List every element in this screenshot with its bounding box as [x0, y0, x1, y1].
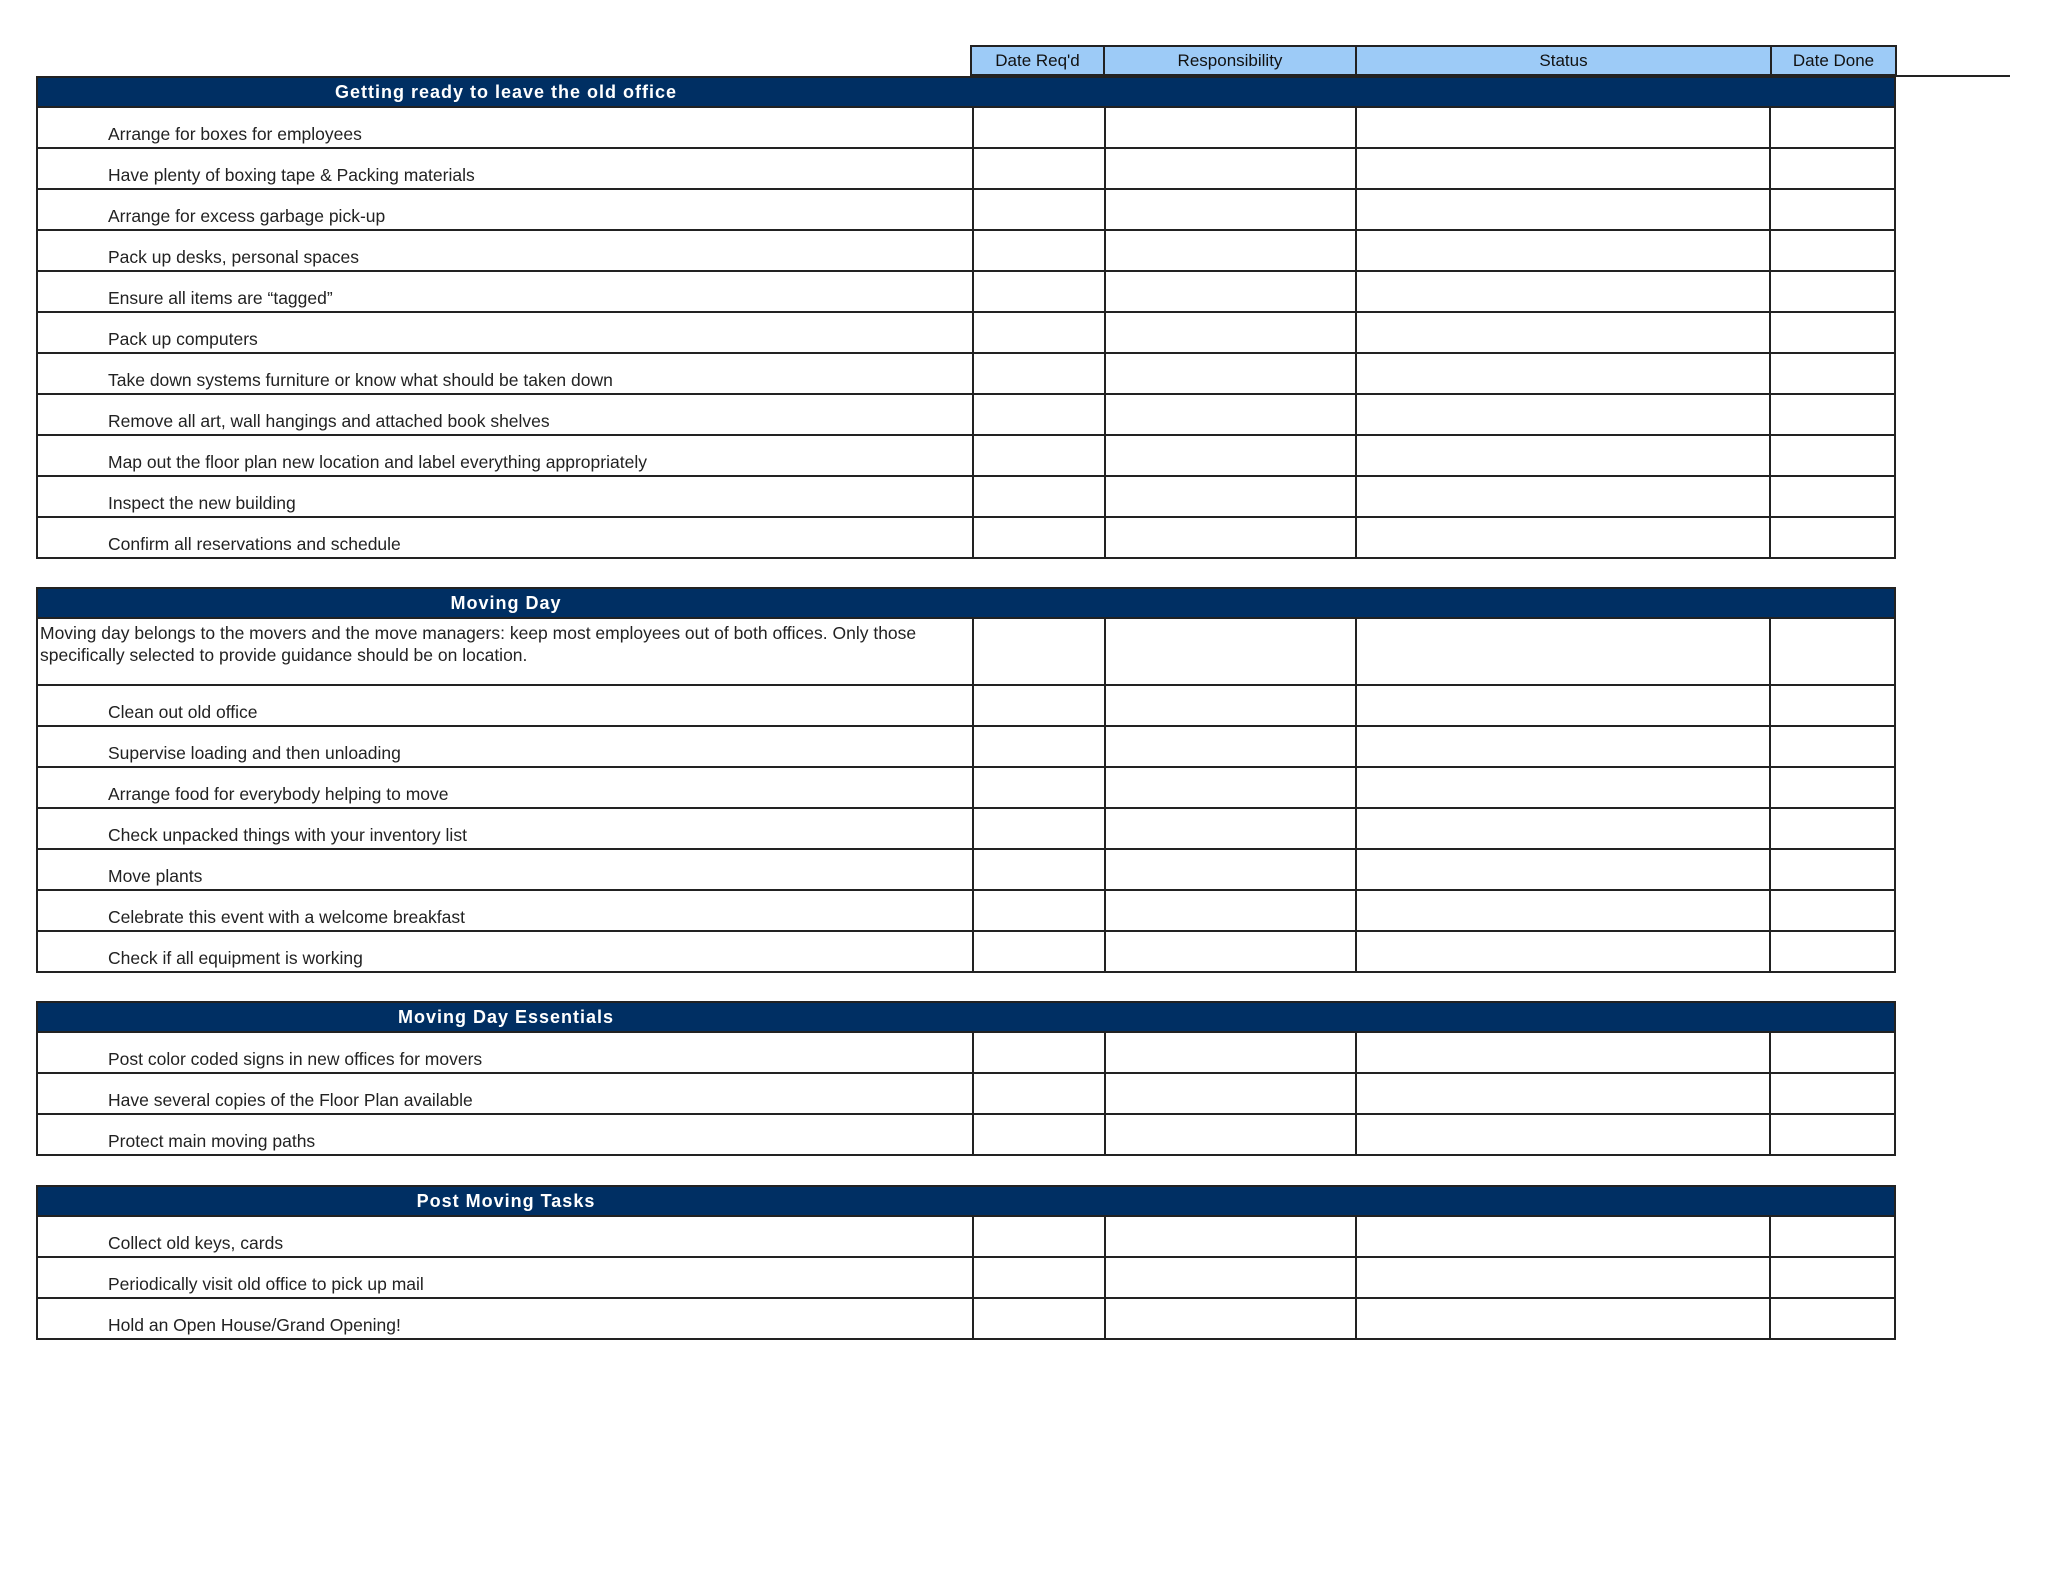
section-moving-day-essentials: [36, 1001, 1896, 1156]
responsibility-cell[interactable]: [1106, 619, 1357, 684]
task-label: Pack up computers: [108, 329, 258, 349]
status-cell[interactable]: [1357, 149, 1771, 188]
date-reqd-cell[interactable]: [974, 727, 1106, 766]
date-done-cell[interactable]: [1771, 477, 1894, 516]
date-done-cell[interactable]: [1771, 436, 1894, 475]
table-row: [36, 686, 1896, 727]
task-cell: [38, 354, 974, 393]
date-done-cell[interactable]: [1771, 850, 1894, 889]
table-row: [36, 727, 1896, 768]
table-row: [36, 149, 1896, 190]
table-row: [36, 477, 1896, 518]
date-reqd-cell[interactable]: [974, 1217, 1106, 1256]
section-banner: [36, 1185, 1896, 1217]
date-done-cell[interactable]: [1771, 619, 1894, 684]
task-label: Confirm all reservations and schedule: [108, 534, 401, 554]
responsibility-cell[interactable]: [1106, 272, 1357, 311]
responsibility-cell[interactable]: [1106, 932, 1357, 971]
date-reqd-cell[interactable]: [974, 1299, 1106, 1338]
task-cell: [38, 932, 974, 971]
date-reqd-cell[interactable]: [974, 108, 1106, 147]
date-done-cell[interactable]: [1771, 1033, 1894, 1072]
date-reqd-cell[interactable]: [974, 1033, 1106, 1072]
table-row: [36, 190, 1896, 231]
status-cell[interactable]: [1357, 891, 1771, 930]
date-done-cell[interactable]: [1771, 1217, 1894, 1256]
responsibility-cell[interactable]: [1106, 395, 1357, 434]
table-row: [36, 1033, 1896, 1074]
date-reqd-cell[interactable]: [974, 313, 1106, 352]
responsibility-cell[interactable]: [1106, 1299, 1357, 1338]
date-done-cell[interactable]: [1771, 1115, 1894, 1154]
task-label: Move plants: [108, 866, 203, 886]
responsibility-cell[interactable]: [1106, 108, 1357, 147]
date-reqd-cell[interactable]: [974, 190, 1106, 229]
task-label: Map out the floor plan new location and label everything appropriately: [108, 452, 647, 472]
task-label: Collect old keys, cards: [108, 1233, 284, 1253]
status-cell[interactable]: [1357, 686, 1771, 725]
task-cell: [38, 809, 974, 848]
responsibility-cell[interactable]: [1106, 1033, 1357, 1072]
date-done-cell[interactable]: [1771, 354, 1894, 393]
status-cell[interactable]: [1357, 1217, 1771, 1256]
task-label: Clean out old office: [108, 702, 258, 722]
section-moving-day: [36, 587, 1896, 973]
table-row: [36, 1217, 1896, 1258]
responsibility-cell[interactable]: [1106, 809, 1357, 848]
task-label: Arrange for excess garbage pick-up: [108, 206, 386, 226]
table-row: [36, 891, 1896, 932]
date-done-cell[interactable]: [1771, 395, 1894, 434]
section-title: Getting ready to leave the old office: [334, 81, 678, 102]
column-header-status: Status: [1355, 45, 1772, 76]
task-label: Post color coded signs in new offices for movers: [108, 1049, 483, 1069]
task-cell: [38, 436, 974, 475]
table-row: [36, 1258, 1896, 1299]
section-title: Moving Day Essentials: [397, 1006, 615, 1027]
section-post-moving-tasks: [36, 1185, 1896, 1340]
date-done-cell[interactable]: [1771, 891, 1894, 930]
section-banner: [36, 1001, 1896, 1033]
date-done-cell[interactable]: [1771, 1074, 1894, 1113]
status-cell[interactable]: [1357, 354, 1771, 393]
date-done-cell[interactable]: [1771, 768, 1894, 807]
date-reqd-cell[interactable]: [974, 932, 1106, 971]
responsibility-cell[interactable]: [1106, 768, 1357, 807]
table-row: [36, 1074, 1896, 1115]
status-cell[interactable]: [1357, 932, 1771, 971]
date-reqd-cell[interactable]: [974, 1115, 1106, 1154]
task-cell: [38, 891, 974, 930]
task-cell: [38, 1258, 974, 1297]
table-row: [36, 1115, 1896, 1156]
task-cell: [38, 313, 974, 352]
task-label: Have several copies of the Floor Plan available: [108, 1090, 473, 1110]
task-label: Protect main moving paths: [108, 1131, 316, 1151]
section-getting-ready: [36, 76, 1896, 559]
date-reqd-cell[interactable]: [974, 231, 1106, 270]
responsibility-cell[interactable]: [1106, 149, 1357, 188]
task-label: Arrange for boxes for employees: [108, 124, 362, 144]
date-reqd-cell[interactable]: [974, 809, 1106, 848]
date-done-cell[interactable]: [1771, 313, 1894, 352]
responsibility-cell[interactable]: [1106, 477, 1357, 516]
table-row: [36, 395, 1896, 436]
status-cell[interactable]: [1357, 272, 1771, 311]
task-cell: [38, 108, 974, 147]
table-row: [36, 619, 1896, 686]
section-title: Post Moving Tasks: [416, 1190, 596, 1211]
table-row: [36, 932, 1896, 973]
date-reqd-cell[interactable]: [974, 477, 1106, 516]
table-row: [36, 272, 1896, 313]
section-banner: [36, 76, 1896, 108]
task-cell: [38, 850, 974, 889]
status-cell[interactable]: [1357, 518, 1771, 557]
status-cell[interactable]: [1357, 1258, 1771, 1297]
responsibility-cell[interactable]: [1106, 1074, 1357, 1113]
date-done-cell[interactable]: [1771, 108, 1894, 147]
date-done-cell[interactable]: [1771, 272, 1894, 311]
task-label: Arrange food for everybody helping to move: [108, 784, 449, 804]
responsibility-cell[interactable]: [1106, 231, 1357, 270]
responsibility-cell[interactable]: [1106, 727, 1357, 766]
responsibility-cell[interactable]: [1106, 1115, 1357, 1154]
responsibility-cell[interactable]: [1106, 354, 1357, 393]
table-row: [36, 108, 1896, 149]
column-header-date-reqd: Date Req'd: [970, 45, 1105, 76]
responsibility-cell[interactable]: [1106, 891, 1357, 930]
task-label: Check unpacked things with your inventory list: [108, 825, 467, 845]
date-reqd-cell[interactable]: [974, 686, 1106, 725]
status-cell[interactable]: [1357, 1074, 1771, 1113]
date-done-cell[interactable]: [1771, 1258, 1894, 1297]
task-label: Check if all equipment is working: [108, 948, 363, 968]
responsibility-cell[interactable]: [1106, 190, 1357, 229]
date-reqd-cell[interactable]: [974, 850, 1106, 889]
status-cell[interactable]: [1357, 108, 1771, 147]
responsibility-cell[interactable]: [1106, 1258, 1357, 1297]
status-cell[interactable]: [1357, 313, 1771, 352]
date-reqd-cell[interactable]: [974, 768, 1106, 807]
task-label: Hold an Open House/Grand Opening!: [108, 1315, 401, 1335]
date-done-cell[interactable]: [1771, 1299, 1894, 1338]
task-label: Have plenty of boxing tape & Packing materials: [108, 165, 475, 185]
table-row: [36, 313, 1896, 354]
header-rule: [1895, 75, 2010, 77]
task-cell: [38, 190, 974, 229]
date-done-cell[interactable]: [1771, 932, 1894, 971]
date-done-cell[interactable]: [1771, 190, 1894, 229]
task-cell: [38, 1074, 974, 1113]
task-label: Periodically visit old office to pick up mail: [108, 1274, 424, 1294]
table-row: [36, 850, 1896, 891]
table-row: [36, 231, 1896, 272]
task-label: Take down systems furniture or know what should be taken down: [108, 370, 613, 390]
column-header-responsibility: Responsibility: [1103, 45, 1357, 76]
date-reqd-cell[interactable]: [974, 354, 1106, 393]
table-row: [36, 1299, 1896, 1340]
status-cell[interactable]: [1357, 1033, 1771, 1072]
responsibility-cell[interactable]: [1106, 518, 1357, 557]
date-reqd-cell[interactable]: [974, 436, 1106, 475]
date-reqd-cell[interactable]: [974, 1258, 1106, 1297]
task-cell: [38, 1115, 974, 1154]
task-cell: [38, 1217, 974, 1256]
status-cell[interactable]: [1357, 436, 1771, 475]
section-banner: [36, 587, 1896, 619]
task-label: Supervise loading and then unloading: [108, 743, 401, 763]
status-cell[interactable]: [1357, 231, 1771, 270]
date-reqd-cell[interactable]: [974, 395, 1106, 434]
table-row: [36, 768, 1896, 809]
task-label: Pack up desks, personal spaces: [108, 247, 359, 267]
table-row: [36, 354, 1896, 395]
task-label: Ensure all items are “tagged”: [108, 288, 333, 308]
date-done-cell[interactable]: [1771, 809, 1894, 848]
column-header-date-done: Date Done: [1770, 45, 1897, 76]
date-done-cell[interactable]: [1771, 686, 1894, 725]
section-title: Moving Day: [450, 592, 562, 613]
task-cell: [38, 477, 974, 516]
table-row: [36, 436, 1896, 477]
responsibility-cell[interactable]: [1106, 686, 1357, 725]
task-cell: [38, 768, 974, 807]
status-cell[interactable]: [1357, 768, 1771, 807]
status-cell[interactable]: [1357, 619, 1771, 684]
note-cell: [38, 619, 974, 684]
task-cell: [38, 231, 974, 270]
date-done-cell[interactable]: [1771, 231, 1894, 270]
status-cell[interactable]: [1357, 727, 1771, 766]
task-cell: [38, 686, 974, 725]
status-cell[interactable]: [1357, 1299, 1771, 1338]
status-cell[interactable]: [1357, 395, 1771, 434]
responsibility-cell[interactable]: [1106, 313, 1357, 352]
task-cell: [38, 1299, 974, 1338]
responsibility-cell[interactable]: [1106, 1217, 1357, 1256]
task-cell: [38, 272, 974, 311]
date-reqd-cell[interactable]: [974, 891, 1106, 930]
date-reqd-cell[interactable]: [974, 1074, 1106, 1113]
task-cell: [38, 1033, 974, 1072]
table-row: [36, 809, 1896, 850]
date-reqd-cell[interactable]: [974, 272, 1106, 311]
date-reqd-cell[interactable]: [974, 619, 1106, 684]
date-reqd-cell[interactable]: [974, 518, 1106, 557]
status-cell[interactable]: [1357, 477, 1771, 516]
date-done-cell[interactable]: [1771, 149, 1894, 188]
task-label: Inspect the new building: [108, 493, 296, 513]
responsibility-cell[interactable]: [1106, 850, 1357, 889]
status-cell[interactable]: [1357, 850, 1771, 889]
section-note: Moving day belongs to the movers and the move managers: keep most employees out of both offices. Only those specifically selected to provide guidance should be on location.: [40, 623, 917, 665]
date-done-cell[interactable]: [1771, 727, 1894, 766]
task-cell: [38, 395, 974, 434]
task-label: Celebrate this event with a welcome breakfast: [108, 907, 465, 927]
responsibility-cell[interactable]: [1106, 436, 1357, 475]
status-cell[interactable]: [1357, 190, 1771, 229]
status-cell[interactable]: [1357, 1115, 1771, 1154]
task-cell: [38, 518, 974, 557]
date-done-cell[interactable]: [1771, 518, 1894, 557]
task-cell: [38, 149, 974, 188]
task-label: Remove all art, wall hangings and attached book shelves: [108, 411, 550, 431]
table-row: [36, 518, 1896, 559]
date-reqd-cell[interactable]: [974, 149, 1106, 188]
status-cell[interactable]: [1357, 809, 1771, 848]
task-cell: [38, 727, 974, 766]
